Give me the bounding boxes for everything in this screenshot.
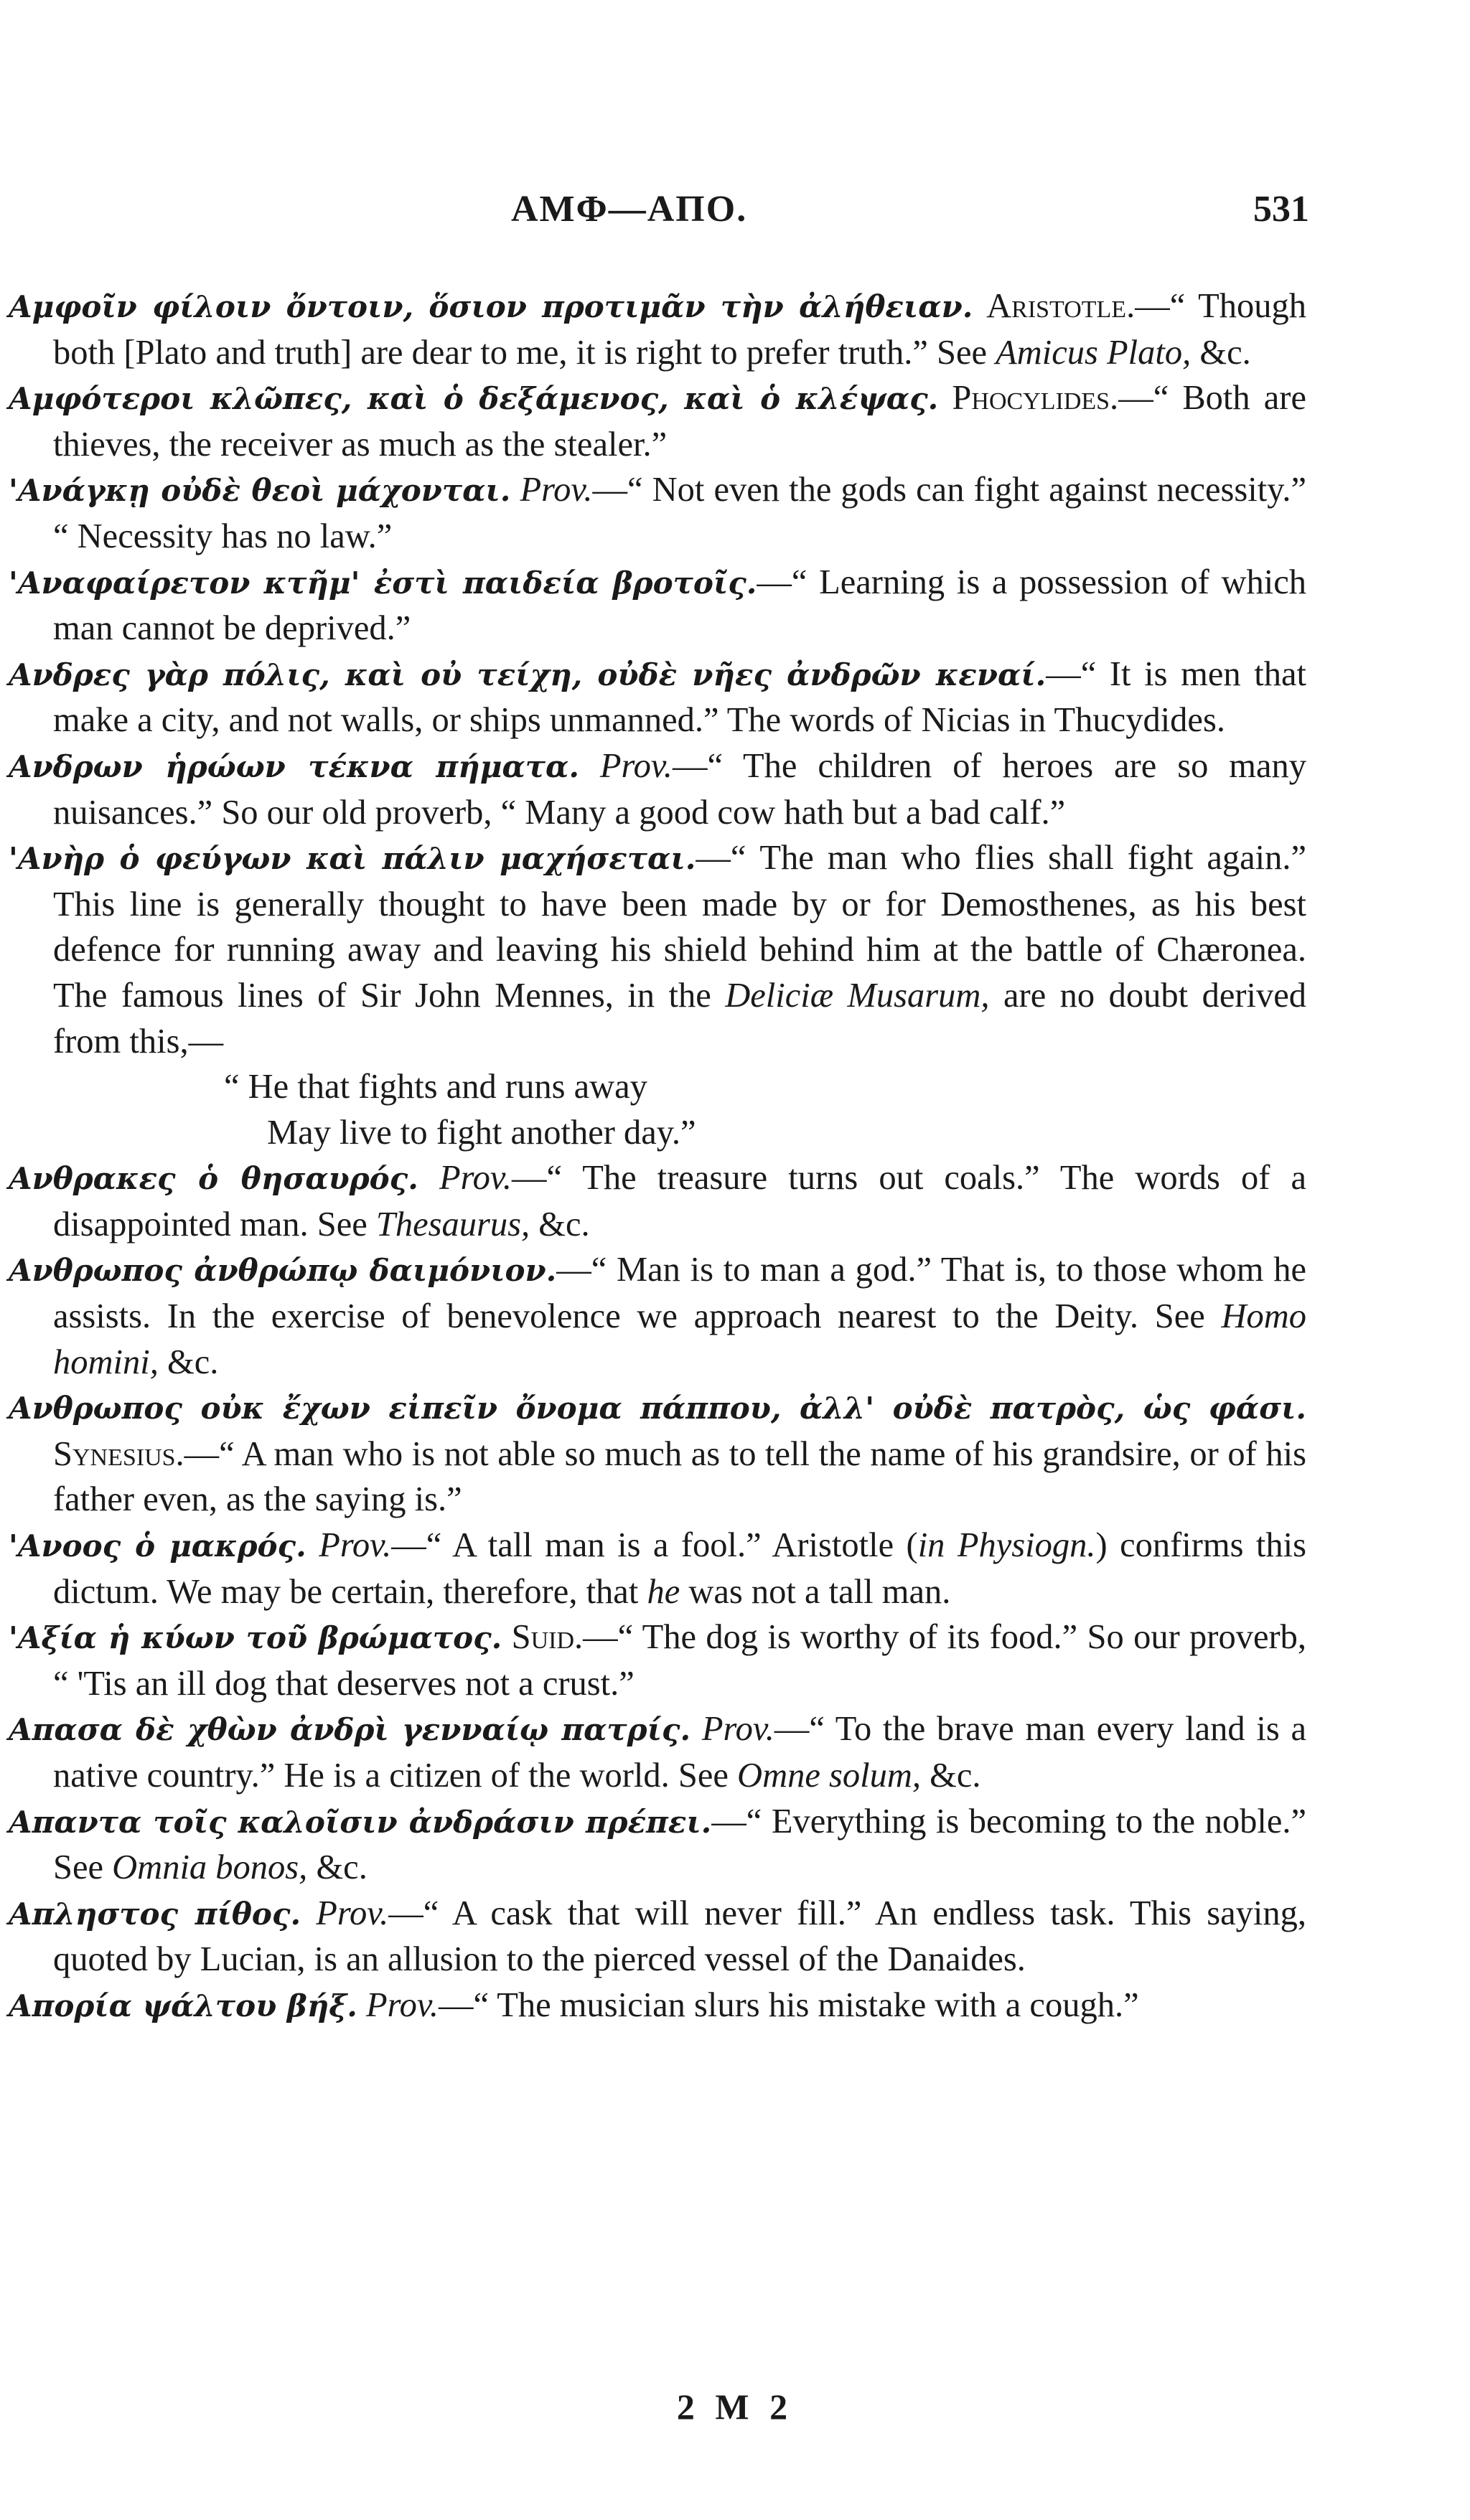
entry: [9, 1523, 1306, 1614]
greek-headword: Ανδρες γὰρ πόλις, καὶ οὐ τείχη, οὐδὲ νῆες ἀνδρῶν κεναί.: [9, 657, 1047, 692]
greek-headword: 'Ανάγκῃ οὐδὲ θεοὶ μάχονται.: [9, 473, 511, 509]
entry-text: —“ Learning is a possession of which man cannot be deprived.”: [53, 563, 1306, 648]
greek-headword: Αμφοῖν φίλοιν ὄντοιν, ὅσιον προτιμᾶν τὴν ἀλήθειαν.: [9, 289, 973, 324]
entry: [9, 467, 1306, 559]
entry: [9, 1706, 1306, 1798]
entry: [9, 283, 1307, 375]
source-name: Synesius.: [53, 1434, 184, 1473]
entry-text-tail: &c.: [1191, 333, 1251, 372]
cross-reference: Amicus Plato,: [996, 333, 1192, 372]
source-name: Phocylides.: [952, 379, 1119, 418]
entry: [9, 743, 1307, 835]
running-head-title: ΑΜΦ—ΑΠΟ.: [511, 189, 748, 230]
running-head: [0, 188, 1470, 238]
greek-headword: Ανθρακες ὁ θησαυρός.: [9, 1161, 418, 1197]
entry-text: —“ A man who is not able so much as to tell the name of his grandsire, or of his father even, as the saying is.”: [53, 1434, 1306, 1519]
page-number: 531: [1253, 189, 1309, 230]
entry-text: —“ The musician slurs his mistake with a cough.”: [438, 1985, 1139, 2024]
source-name: Suid.: [511, 1618, 584, 1657]
proverb-label: Prov.: [520, 471, 593, 509]
entry: [9, 1155, 1306, 1247]
emphasis: he: [647, 1572, 680, 1611]
entry-text: —“ A cask that will never fill.” An endless task. This saying, quoted by Lucian, is an allusion to the pierced vessel of the Danaides.: [53, 1894, 1306, 1979]
greek-headword: Απληστος πίθος.: [9, 1896, 301, 1932]
entry: [9, 560, 1306, 652]
entry-text: —“ It is men that make a city, and not walls, or ships unmanned.” The words of Nicias in Thucydides.: [53, 654, 1306, 740]
greek-headword: Αμφότεροι κλῶπες, καὶ ὁ δεξάμενος, καὶ ὁ κλέψας.: [9, 381, 939, 417]
dictionary-text: [9, 283, 1306, 2029]
cross-reference: Homo homini,: [53, 1297, 1306, 1381]
entry-text-tail: was not a tall man.: [680, 1572, 951, 1611]
source-name: Aristotle.: [986, 287, 1136, 325]
cross-reference: Omne solum,: [737, 1757, 921, 1795]
entry: [9, 1247, 1306, 1385]
greek-headword: Ανθρωπος ἀνθρώπῳ δαιμόνιον.: [9, 1253, 557, 1289]
entry-text: —“ Both are thieves, the receiver as much as the stealer.”: [53, 379, 1306, 464]
entry-text-tail: are no doubt derived from this,—: [53, 976, 1307, 1061]
entry: [9, 1799, 1306, 1891]
greek-headword: 'Αξία ἡ κύων τοῦ βρώματος.: [9, 1620, 502, 1656]
entry-text: —“ The dog is worthy of its food.” So our proverb, “ 'Tis an ill dog that deserves not a crust.”: [53, 1618, 1306, 1703]
entry: [9, 1385, 1306, 1523]
cross-reference: in Physiogn.: [917, 1526, 1096, 1565]
entry-text: —“ A tall man is a fool.” Aristotle (: [391, 1526, 918, 1565]
verse-line: “ He that fights and runs away: [224, 1068, 647, 1106]
verse-line: May live to fight another day.”: [267, 1113, 696, 1152]
proverb-label: Prov.: [439, 1159, 512, 1198]
greek-headword: 'Αναφαίρετον κτῆμ' ἐστὶ παιδεία βροτοῖς.: [9, 565, 757, 601]
proverb-label: Prov.: [316, 1894, 389, 1932]
greek-headword: 'Ανοος ὁ μακρός.: [9, 1528, 306, 1564]
entry-text-tail: &c.: [307, 1848, 368, 1887]
entry-text: —“ The man who flies shall fight again.” This line is generally thought to have been made by or for Demosthenes, as his best defence for running away and leaving his shield behind him at the battle of Chæronea. The famous lines of Sir John Mennes, in the: [53, 839, 1307, 1015]
cross-reference: Thesaurus,: [375, 1205, 530, 1243]
entry-text: —“ The treasure turns out coals.” The words of a disappointed man. See: [53, 1159, 1306, 1243]
entry-text: —“ Man is to man a god.” That is, to those whom he assists. In the exercise of benevolence we approach nearest to the Deity. See: [53, 1251, 1306, 1336]
cross-reference: Deliciæ Musarum,: [725, 976, 990, 1015]
greek-headword: Ανδρων ἡρώων τέκνα πήματα.: [9, 748, 579, 784]
entry-text: —“ To the brave man every land is a native country.” He is a citizen of the world. See: [53, 1710, 1306, 1795]
cross-reference: Omnia bonos,: [112, 1848, 308, 1887]
proverb-label: Prov.: [319, 1526, 392, 1565]
greek-headword: Απαντα τοῖς καλοῖσιν ἀνδράσιν πρέπει.: [9, 1804, 712, 1840]
entry: [9, 652, 1306, 743]
entry: [9, 1614, 1306, 1706]
greek-headword: Απασα δὲ χθὼν ἀνδρὶ γενναίῳ πατρίς.: [9, 1712, 691, 1748]
entry-text-tail: &c.: [530, 1205, 590, 1243]
proverb-label: Prov.: [365, 1985, 439, 2024]
entry-text-tail: &c.: [921, 1757, 981, 1795]
greek-headword: Ανθρωπος οὐκ ἔχων εἰπεῖν ὄνομα πάππου, ἀλλ' οὐδὲ πατρὸς, ὡς φάσι.: [9, 1391, 1306, 1426]
entry-text-tail: ) confirms this dictum. We may be certain, therefore, that: [53, 1526, 1306, 1611]
entry: [9, 1983, 1306, 2029]
entry-text: —“ The children of heroes are so many nuisances.” So our old proverb, “ Many a good cow hath but a bad calf.”: [53, 746, 1307, 832]
entry: [9, 835, 1307, 1064]
greek-headword: Απορία ψάλτου βήξ.: [9, 1988, 357, 2023]
entry-text: —“ Not even the gods can fight against necessity.” “ Necessity has no law.”: [53, 471, 1306, 555]
entry: [9, 375, 1306, 467]
entry-text: —“ Though both [Plato and truth] are dear to me, it is right to prefer truth.” See: [53, 287, 1307, 372]
entry-text-tail: &c.: [158, 1343, 219, 1381]
entry: [9, 1891, 1306, 1983]
entry-text: —“ Everything is becoming to the noble.” See: [53, 1802, 1306, 1887]
proverb-label: Prov.: [701, 1710, 774, 1749]
proverb-label: Prov.: [599, 746, 673, 785]
signature-mark: 2 M 2: [676, 2387, 794, 2427]
greek-headword: 'Ανὴρ ὁ φεύγων καὶ πάλιν μαχήσεται.: [9, 841, 696, 877]
